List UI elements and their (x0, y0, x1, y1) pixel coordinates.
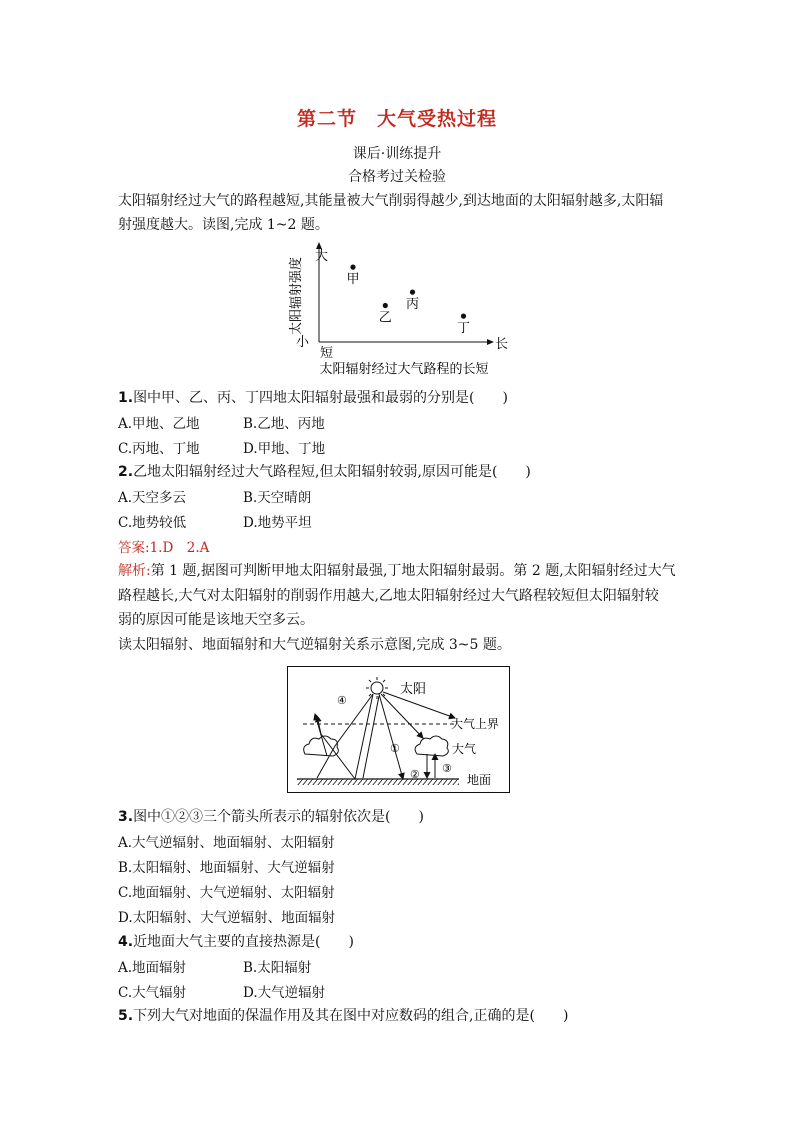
question-text: 乙地太阳辐射经过大气路程短,但太阳辐射较弱,原因可能是( ) (133, 464, 531, 480)
option-c: C.大气辐射 (118, 985, 187, 1001)
option-d: D.地势平坦 (243, 515, 312, 531)
data-point-label: 丙 (405, 297, 420, 313)
number-3: ③ (442, 762, 452, 775)
data-point (383, 303, 388, 308)
question-number: 2. (118, 464, 134, 480)
question-text: 图中①②③三个箭头所表示的辐射依次是( ) (133, 809, 424, 825)
sun-label: 太阳 (400, 682, 427, 697)
option-d: D.太阳辐射、大气逆辐射、地面辐射 (118, 910, 336, 926)
data-point-label: 丁 (456, 321, 471, 337)
x-axis-arrow (487, 339, 494, 345)
intro-paragraph-line: 太阳辐射经过大气的路程越短,其能量被大气削弱得越少,到达地面的太阳辐射越多,太阳辐 (118, 193, 664, 209)
analysis-line: 弱的原因可能是该地天空多云。 (118, 612, 314, 628)
x-left-label: 短 (320, 346, 334, 361)
question-4 (118, 931, 354, 951)
question-text: 图中甲、乙、丙、丁四地太阳辐射最强和最弱的分别是( ) (133, 390, 508, 406)
option-c: C.丙地、丁地 (118, 441, 200, 457)
question-number: 4. (118, 934, 134, 950)
ground-hatch (297, 779, 459, 785)
question-number: 1. (118, 390, 134, 406)
option-b: B.天空晴朗 (243, 490, 312, 506)
question-text: 近地面大气主要的直接热源是( ) (133, 934, 354, 950)
data-point (461, 314, 466, 319)
analysis-label: 解析: (118, 563, 151, 579)
data-point (350, 265, 355, 270)
data-point-label: 甲 (346, 272, 360, 288)
section-subtitle: 课后·训练提升 (352, 146, 442, 162)
y-bottom-label: 小 (295, 335, 309, 350)
data-point (410, 290, 415, 295)
option-b: B.太阳辐射 (243, 960, 312, 976)
number-1: ① (390, 742, 400, 755)
option-a: A.大气逆辐射、地面辐射、太阳辐射 (118, 835, 335, 851)
y-axis-title: 太阳辐射强度 (289, 256, 304, 336)
x-axis-title: 太阳辐射经过大气路程的长短 (319, 362, 489, 377)
option-a: A.地面辐射 (118, 960, 187, 976)
option-d: D.甲地、丁地 (243, 441, 326, 457)
answer-line (118, 536, 209, 556)
upper-boundary-label: 大气上界 (451, 717, 500, 731)
analysis-line: 路程越长,大气对太阳辐射的削弱作用越大,乙地太阳辐射经过大气路程较短但太阳辐射较 (118, 588, 659, 604)
x-right-label: 长 (495, 337, 509, 352)
option-c: C.地面辐射、大气逆辐射、太阳辐射 (118, 885, 335, 901)
analysis-line (118, 560, 676, 580)
question-text: 下列大气对地面的保温作用及其在图中对应数码的组合,正确的是( ) (133, 1008, 569, 1024)
atmosphere-label: 大气 (452, 742, 477, 756)
y-top-label: 大 (315, 249, 329, 264)
option-b: B.太阳辐射、地面辐射、大气逆辐射 (118, 860, 335, 876)
y-axis-arrow (316, 242, 322, 249)
intro-paragraph-2: 读太阳辐射、地面辐射和大气逆辐射关系示意图,完成 3~5 题。 (118, 637, 511, 653)
number-4: ④ (337, 694, 347, 707)
question-number: 5. (118, 1008, 134, 1024)
ground-label: 地面 (467, 773, 492, 787)
option-a: A.甲地、乙地 (118, 416, 200, 432)
option-c: C.地势较低 (118, 515, 187, 531)
answer-label: 答案: (118, 540, 150, 556)
option-b: B.乙地、丙地 (243, 416, 325, 432)
question-number: 3. (118, 809, 134, 825)
option-a: A.天空多云 (118, 490, 187, 506)
question-3 (118, 806, 424, 826)
question-1 (118, 387, 508, 407)
analysis-text: 第 1 题,据图可判断甲地太阳辐射最强,丁地太阳辐射最弱。第 2 题,太阳辐射经过大气 (150, 563, 676, 579)
data-point-label: 乙 (378, 310, 392, 326)
solar-intensity-chart (282, 240, 522, 380)
section-subtitle-2: 合格考过关检验 (348, 169, 446, 185)
radiation-diagram (287, 666, 511, 794)
intro-paragraph-line: 射强度越大。读图,完成 1~2 题。 (118, 217, 329, 233)
question-2 (118, 461, 531, 481)
number-2: ② (410, 768, 420, 781)
answer-text: 1.D 2.A (149, 540, 210, 556)
option-d: D.大气逆辐射 (243, 985, 326, 1001)
question-5 (118, 1005, 568, 1025)
page-title: 第二节 大气受热过程 (296, 108, 497, 130)
